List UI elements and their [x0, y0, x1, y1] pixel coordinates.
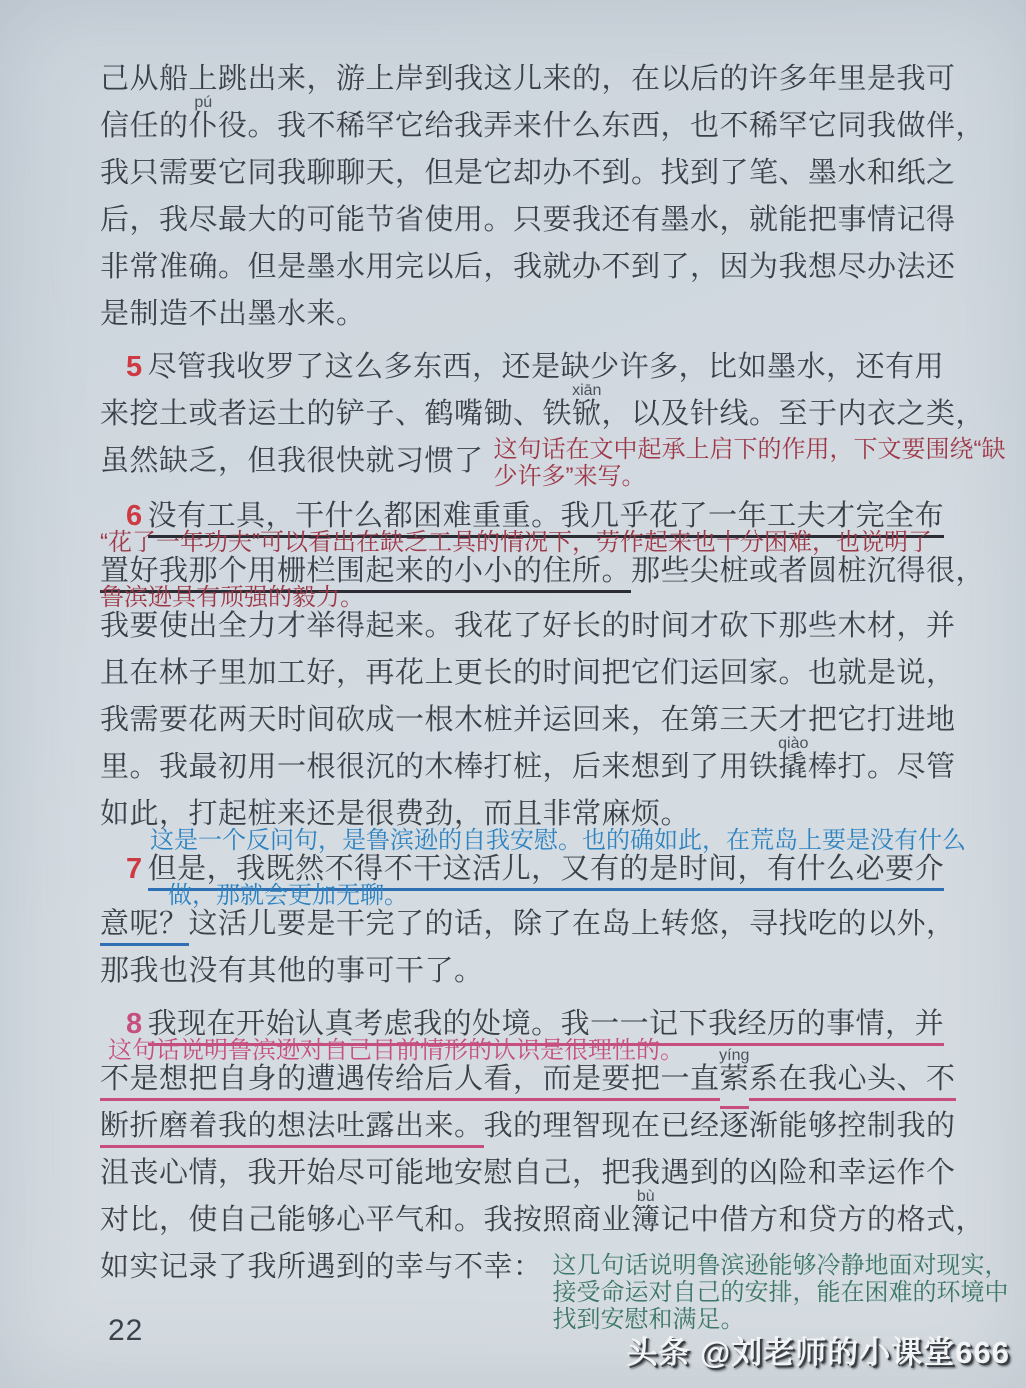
text-line	[100, 150, 960, 197]
text-segment: 那些尖桩或者圆桩沉得很，	[631, 555, 986, 587]
text-segment: 记中借方和贷方的格式，	[660, 1204, 986, 1236]
pinyin-annotated-char: 簿 bù	[631, 1188, 661, 1236]
text-line	[100, 94, 986, 150]
text-segment: 役。我不稀罕它给我弄来什么东西，也不稀罕它同我做伴，	[218, 110, 986, 142]
text-segment: 对比，使自己能够心平气和。我按照商业	[100, 1204, 632, 1236]
pinyin: qiào	[778, 735, 809, 752]
text-line	[100, 56, 960, 103]
text-segment: 我只需要它同我聊聊天，但是它却办不到。找到了笔、墨水和纸之	[100, 157, 956, 189]
line-text	[100, 291, 366, 338]
paragraph-number: 6	[126, 500, 143, 532]
line-text	[100, 244, 956, 291]
text-segment: 非常准确。但是墨水用完以后，我就办不到了，因为我想尽办法还	[100, 251, 956, 283]
text-segment: 那我也没有其他的事可干了。	[100, 955, 484, 987]
line-text	[100, 735, 956, 791]
text-line	[100, 948, 960, 995]
text-segment: 后，我尽最大的可能节省使用。只要我还有墨水，就能把事情记得	[100, 204, 956, 236]
line-text	[100, 948, 484, 995]
line-text	[100, 1150, 956, 1197]
text-segment: 如此，打起桩来还是很费劲，而且非常麻烦。	[100, 798, 691, 830]
text-segment: 是制造不出墨水来。	[100, 298, 366, 330]
text-line	[100, 1150, 960, 1197]
paragraph-number: 7	[126, 853, 143, 885]
text-segment: 沮丧心情，我开始尽可能地安慰自己，把我遇到的凶险和幸运作个	[100, 1157, 956, 1189]
text-segment: 信任的	[100, 110, 189, 142]
pinyin-annotated-char: 锨 xiān	[572, 382, 602, 430]
text-line	[100, 735, 960, 791]
text-segment: 我要使出全力才举得起来。我花了好长的时间才砍下那些木材，并	[100, 610, 956, 642]
line-text	[100, 1188, 986, 1244]
line-text	[100, 94, 986, 150]
text-line	[100, 436, 1006, 490]
pinyin: pú	[194, 94, 213, 111]
text-line	[100, 1103, 960, 1150]
watermark: 头条 @刘老师的小课堂666	[626, 1335, 1010, 1370]
text-segment: 里。我最初用一根很沉的木棒打桩，后来想到了用铁	[100, 751, 779, 783]
text-segment: 且在林子里加工好，再花上更长的时间把它们运回家。也就是说，	[100, 657, 956, 689]
text-segment: 己从船上跳出来，游上岸到我这儿来的，在以后的许多年里是我可	[100, 63, 956, 95]
text-line	[100, 382, 986, 438]
text-line	[100, 1188, 986, 1244]
handwritten-note-red	[494, 436, 1006, 490]
text-segment: 我的理智现在已经逐渐能够控制我的	[483, 1110, 956, 1142]
text-line	[100, 650, 960, 697]
paragraph-number: 8	[126, 1008, 143, 1040]
handwritten-note-red: 鲁滨逊具有顽强的毅力。	[100, 584, 364, 611]
text-segment: 系在我心头、不	[749, 1063, 956, 1101]
text-segment: 虽然缺乏，但我很快就习惯了	[100, 445, 484, 477]
handwritten-note-teal	[553, 1252, 1009, 1333]
pinyin-annotated-char: 仆 pú	[188, 94, 219, 142]
note-line: 接受命运对自己的安排，能在困难的环境中	[552, 1279, 1009, 1306]
line-text	[100, 697, 956, 744]
text-segment: 尽管我收罗了这么多东西，还是缺少许多，比如墨水，还有用	[147, 351, 945, 383]
text-segment: 不是想把自身的遭遇传给后人看，而是要把一直	[100, 1063, 720, 1101]
text-segment: 断折磨着我的想法吐露出来。	[100, 1110, 484, 1148]
text-segment: 意呢？	[100, 908, 189, 946]
text-line	[100, 291, 960, 338]
page-number: 22	[108, 1314, 144, 1347]
line-text	[100, 150, 956, 197]
handwritten-note-blue: 做，那就会更加无聊。	[168, 882, 408, 909]
text-segment: 没有工具，干什么都困难重重。我几乎花了一年工夫才完全布	[148, 500, 945, 538]
pinyin: yíng	[719, 1047, 750, 1064]
pinyin: bù	[636, 1188, 655, 1205]
text-segment: ，以及针线。至于内衣之类，	[601, 398, 986, 430]
text-segment: 我需要花两天时间砍成一根木桩并运回来，在第三天才把它打进地	[100, 704, 956, 736]
text-line	[100, 244, 960, 291]
line-text	[148, 344, 945, 391]
line-text	[100, 1244, 543, 1291]
pinyin-annotated-char: 萦 yíng	[720, 1056, 750, 1109]
text-line	[100, 697, 960, 744]
text-segment: 这活儿要是干完了的话，除了在岛上转悠，寻找吃的以外，	[188, 908, 956, 940]
paragraph-number: 5	[126, 351, 143, 383]
text-segment: 我现在开始认真考虑我的处境。我一一记下我经历的事情，并	[148, 1008, 945, 1046]
line-text	[100, 1103, 956, 1150]
note-line: 少许多”来写。	[493, 463, 646, 490]
text-line	[100, 344, 960, 391]
line-text	[100, 382, 986, 438]
handwritten-note-blue: 这是一个反问句，是鲁滨逊的自我安慰。也的确如此，在荒岛上要是没有什么	[150, 827, 966, 854]
note-line: 这句话在文中起承上启下的作用，下文要围绕“缺	[493, 436, 1006, 463]
note-line: 找到安慰和满足。	[552, 1306, 745, 1333]
handwritten-note-red: “花了一年功夫”可以看出在缺乏工具的情况下，劳作起来也十分困难，也说明了	[100, 529, 932, 556]
line-text	[100, 56, 956, 103]
line-text	[100, 197, 956, 244]
text-segment: 置好我那个用栅栏围起来的小小的住所。	[100, 555, 631, 593]
text-segment: 如实记录了我所遇到的幸与不幸：	[100, 1251, 543, 1283]
text-segment: 棒打。尽管	[808, 751, 956, 783]
text-line	[100, 197, 960, 244]
text-segment: 但是，我既然不得不干这活儿，又有的是时间，有什么必要介	[148, 853, 945, 891]
line-text	[100, 650, 956, 697]
pinyin-annotated-char: 撬 qiào	[778, 735, 809, 783]
pinyin: xiān	[572, 382, 602, 399]
text-segment: 来挖土或者运土的铲子、鹤嘴锄、铁	[100, 398, 573, 430]
line-text	[100, 438, 484, 485]
note-line: 这几句话说明鲁滨逊能够冷静地面对现实，	[552, 1252, 1009, 1279]
handwritten-note-pink: 这句话说明鲁滨逊对自己目前情形的认识是很理性的。	[108, 1037, 684, 1064]
